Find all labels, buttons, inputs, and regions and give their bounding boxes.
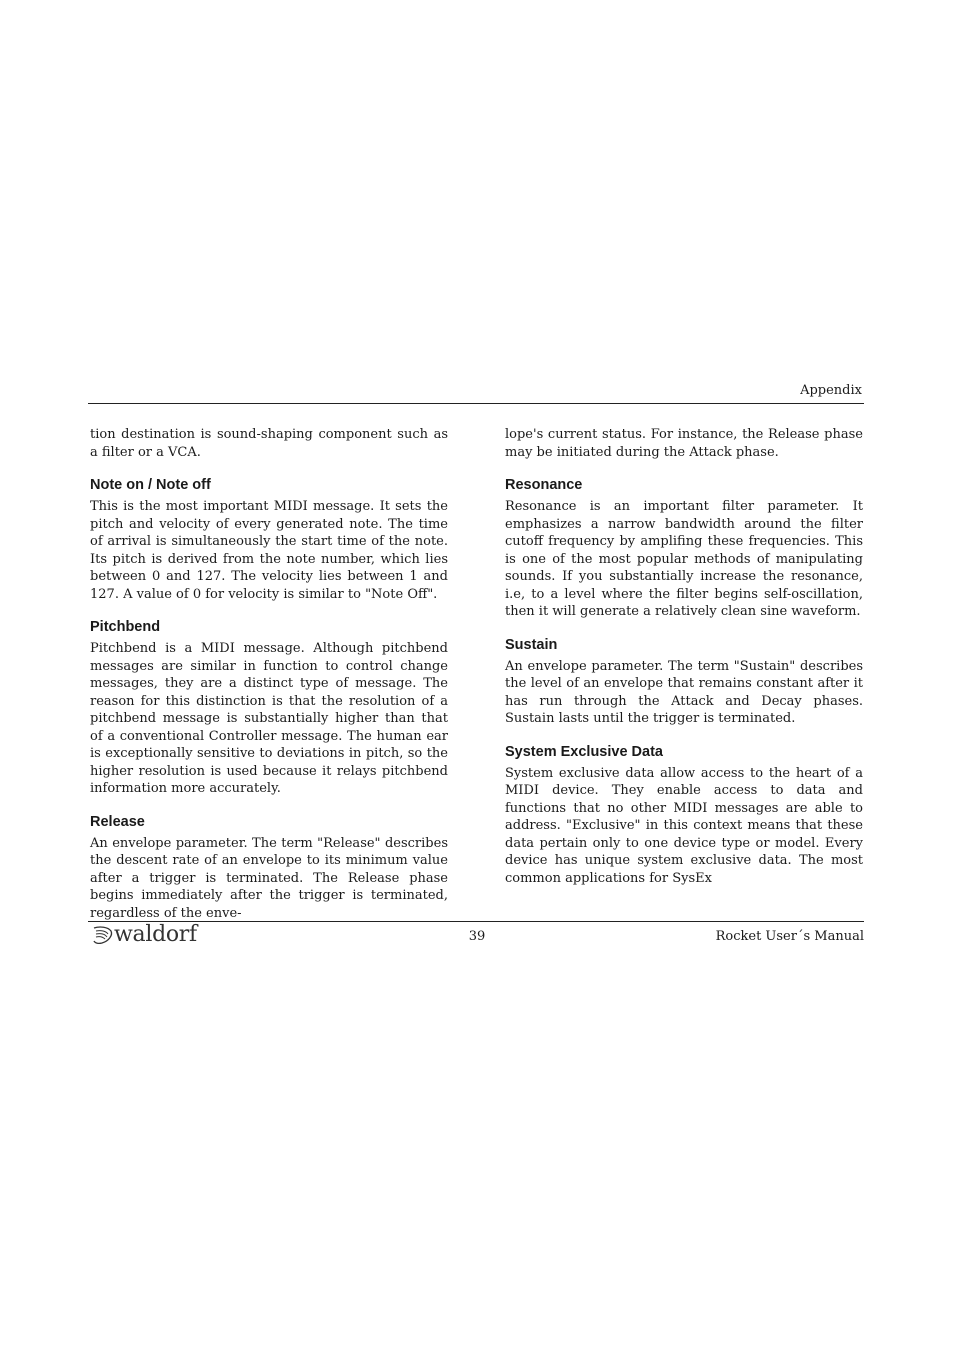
header-section-title: Appendix [800, 383, 862, 398]
right-column [505, 426, 863, 887]
footer-rule [88, 921, 864, 922]
heading-note-on-off: Note on / Note off [90, 477, 211, 493]
heading-pitchbend: Pitchbend [90, 619, 161, 635]
heading-release: Release [90, 813, 145, 830]
left-intro-paragraph: tion destination is sound-shaping component such as a filter or a VCA. [90, 427, 448, 460]
manual-title: Rocket User´s Manual [715, 929, 864, 944]
body-note-on-off: This is the most important MIDI message. It sets the pitch and velocity of every generated note. The time of arrival is simultaneously the start time of the note. Its pitch is derived from the note number, which lies between 0 and 127. The velocity lies between 1 and 127. A value of 0 for velocity is similar to "Note Off". [90, 499, 448, 602]
left-column [90, 426, 448, 922]
body-resonance: Resonance is an important filter parameter. It emphasizes a narrow bandwidth around the filter cutoff frequency by amplifing these frequencies. This is one of the most popular methods of manipulating sounds. If you substantially increase the resonance, i.e, to a level where the filter begins self-oscillation, then it will generate a relatively clean sine waveform. [505, 499, 863, 619]
waldorf-logo-text: waldorf [114, 922, 197, 947]
body-release: An envelope parameter. The term "Release" describes the descent rate of an envelope to its minimum value after a trigger is terminated. The Release phase begins immediately after the trigger is terminated, regardless of the enve- [90, 835, 448, 921]
body-pitchbend: Pitchbend is a MIDI message. Although pitchbend messages are similar in function to control change messages, they are a distinct type of message. The reason for this distinction is that the resolution of a pitchbend message is substantially higher than that of a conventional Controller message. The human ear is exceptionally sensitive to deviations in pitch, so the higher resolution is used because it relays pitchbend information more accurately. [90, 641, 448, 796]
running-header [88, 383, 864, 404]
body-sustain: An envelope parameter. The term "Sustain" describes the level of an envelope that remains constant after it has run through the Attack and Decay phases. Sustain lasts until the trigger is terminated. [505, 658, 863, 726]
heading-resonance: Resonance [505, 477, 583, 493]
page-number: 39 [468, 929, 486, 944]
heading-sustain: Sustain [505, 636, 558, 653]
heading-system-exclusive: System Exclusive Data [505, 743, 663, 760]
body-system-exclusive: System exclusive data allow access to the heart of a MIDI device. They enable access to data and functions that no other MIDI messages are able to address. "Exclusive" in this context means that these data pertain only to one device type or model. Every device has unique system exclusive data. The most common applications for SysEx [505, 765, 863, 886]
right-intro-paragraph: lope's current status. For instance, the Release phase may be initiated during the Attack phase. [505, 427, 863, 460]
